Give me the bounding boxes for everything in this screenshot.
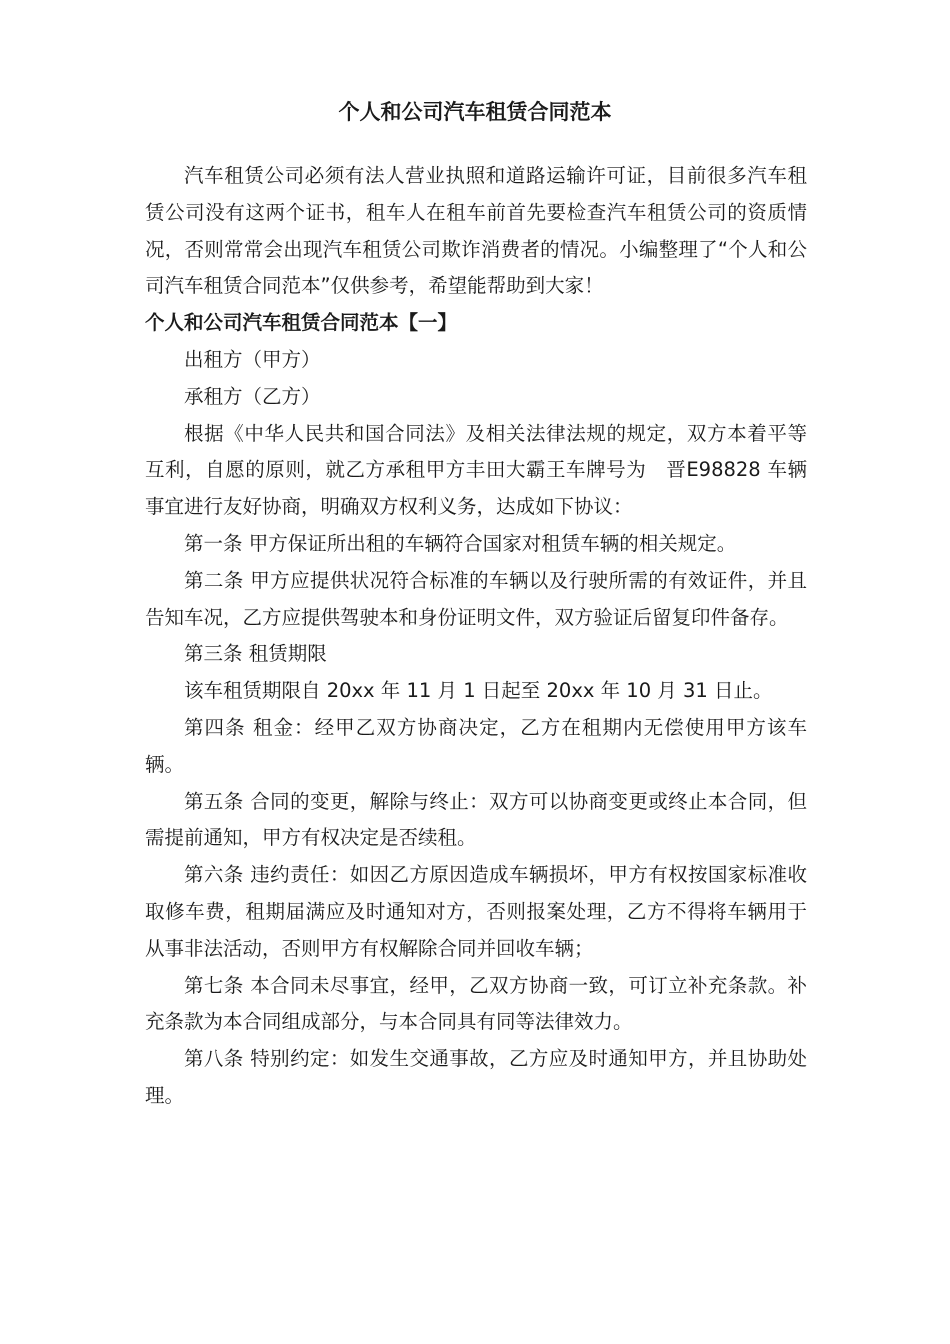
paragraph-lessor: 出租方（甲方）	[184, 347, 321, 371]
section-heading: 个人和公司汽车租赁合同范本【一】	[145, 311, 458, 335]
article-4: 第四条 租金：经甲乙双方协商决定，乙方在租期内无偿使用甲方该车辆。	[145, 715, 807, 776]
article-3-heading: 第三条 租赁期限	[184, 642, 327, 666]
article-8: 第八条 特别约定：如发生交通事故，乙方应及时通知甲方，并且协助处理。	[145, 1047, 807, 1107]
article-7: 第七条 本合同未尽事宜，经甲，乙双方协商一致，可订立补充条款。补充条款为本合同组成部分，与本合同具有同等法律效力。	[145, 973, 807, 1034]
paragraph-lessee: 承租方（乙方）	[184, 384, 321, 408]
paragraph-preamble: 根据《中华人民共和国合同法》及相关法律法规的规定，双方本着平等互利，自愿的原则，就乙方承租甲方丰田大霸王车牌号为 晋E98828 车辆事宜进行友好协商，明确双方权利义务，达成如下协议：	[145, 421, 807, 519]
intro-paragraph: 汽车租赁公司必须有法人营业执照和道路运输许可证，目前很多汽车租赁公司没有这两个证书，租车人在租车前首先要检查汽车租赁公司的资质情况，否则常常会出现汽车租赁公司欺诈消费者的情况。小编整理了“个人和公司汽车租赁合同范本”仅供参考，希望能帮助到大家！	[145, 164, 807, 298]
article-3-term: 该车租赁期限自 20xx 年 11 月 1 日起至 20xx 年 10 月 31 日止。	[184, 679, 773, 703]
article-1: 第一条 甲方保证所出租的车辆符合国家对租赁车辆的相关规定。	[184, 531, 737, 555]
article-5: 第五条 合同的变更，解除与终止：双方可以协商变更或终止本合同，但需提前通知，甲方有权决定是否续租。	[145, 789, 807, 850]
article-6: 第六条 违约责任：如因乙方原因造成车辆损坏，甲方有权按国家标准收取修车费，租期届满应及时通知对方，否则报案处理，乙方不得将车辆用于从事非法活动，否则甲方有权解除合同并回收车辆；	[145, 863, 807, 960]
article-2: 第二条 甲方应提供状况符合标准的车辆以及行驶所需的有效证件，并且告知车况，乙方应提供驾驶本和身份证明文件，双方验证后留复印件备存。	[145, 568, 807, 629]
document-title: 个人和公司汽车租赁合同范本	[338, 100, 612, 124]
document-body	[145, 158, 807, 1115]
